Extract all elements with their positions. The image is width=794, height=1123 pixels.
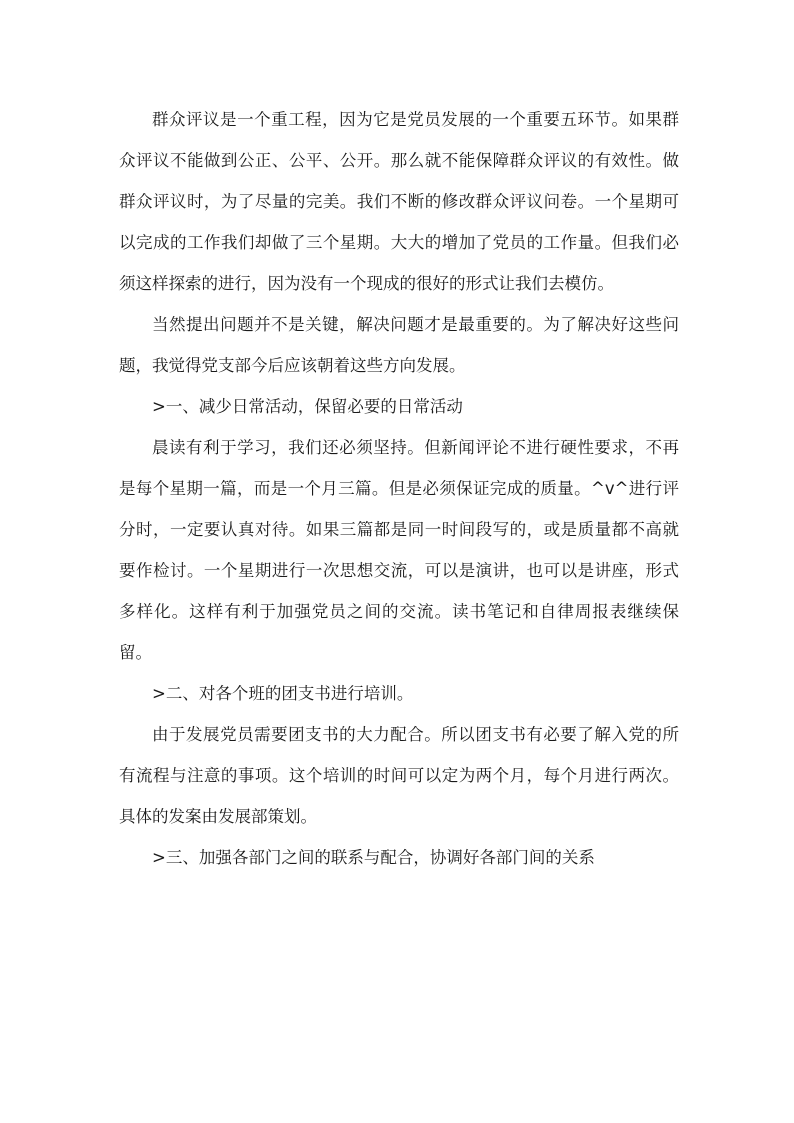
- document-page: [119, 99, 679, 878]
- section-heading-3: >三、加强各部门之间的联系与配合，协调好各部门间的关系: [152, 848, 595, 867]
- paragraph-training: 由于发展党员需要团支书的大力配合。所以团支书有必要了解入党的所有流程与注意的事项。这个培训的时间可以定为两个月，每个月进行两次。具体的发案由发展部策划。: [119, 725, 679, 826]
- section-heading-1: >一、减少日常活动，保留必要的日常活动: [152, 397, 463, 416]
- paragraph-evaluation: 群众评议是一个重工程，因为它是党员发展的一个重要五环节。如果群众评议不能做到公正、公平、公开。那么就不能保障群众评议的有效性。做群众评议时，为了尽量的完美。我们不断的修改群众评议问卷。一个星期可以完成的工作我们却做了三个星期。大大的增加了党员的工作量。但我们必须这样探索的进行，因为没有一个现成的很好的形式让我们去模仿。: [119, 110, 679, 293]
- paragraph-problem-solving: 当然提出问题并不是关键，解决问题才是最重要的。为了解决好这些问题，我觉得党支部今后应该朝着这些方向发展。: [119, 315, 679, 375]
- section-heading-2: >二、对各个班的团支书进行培训。: [152, 684, 414, 703]
- paragraph-morning-reading: 晨读有利于学习，我们还必须坚持。但新闻评论不进行硬性要求，不再是每个星期一篇，而是一个月三篇。但是必须保证完成的质量。^v^进行评分时，一定要认真对待。如果三篇都是同一时间段写的，或是质量都不高就要作检讨。一个星期进行一次思想交流，可以是演讲，也可以是讲座，形式多样化。这样有利于加强党员之间的交流。读书笔记和自律周报表继续保留。: [119, 438, 679, 662]
